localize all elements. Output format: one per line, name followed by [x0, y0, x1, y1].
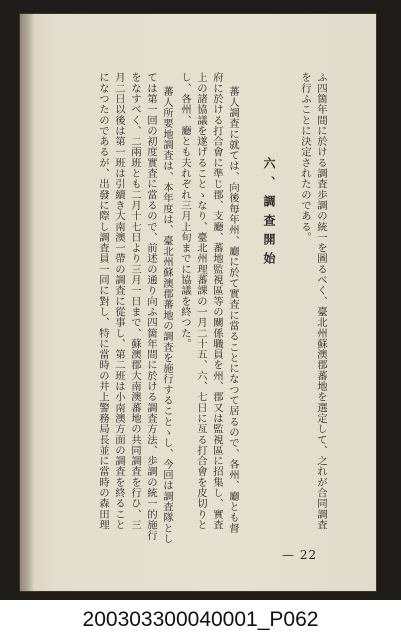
- section-heading: 六、調查開始: [262, 157, 276, 271]
- text-column-13: になつたのであるが、出發に際し調査員一同に對し、特に當時の井上警務局長並に當時の森田理: [97, 72, 109, 530]
- text-column-11: をなすべく、二兩班とも二月十七日より三月一日まで、蘇澳郡大南澳蕃地の共同調査を行ひ、三: [129, 72, 141, 530]
- page-fold-shadow: [20, 14, 34, 591]
- text-column-12: 月二日以後は第一班は引續き大南澳一帶の調査に從事し、第二班は小南澳方面の調査を終ること: [113, 72, 125, 530]
- text-column-7: 上の諸協議を遂げることゝなり、臺北州理蕃課の一月二十五、六、七日に亙る打合會を皮切りと: [195, 72, 207, 530]
- text-column-5: 蕃人調査に就ては、向後毎年州、廳に於て實査に當ることになつて居るので、各州、廳とも督: [227, 86, 239, 534]
- text-column-2: を行ふことに決定されたのである。: [299, 72, 311, 243]
- text-column-9: 蕃人所要地調査は、本年度は、臺北州蘇澳郡蕃地の調査を施行することゝし、今回は調査隊とし: [161, 86, 173, 544]
- text-column-6: 府に於ける打合會に準じ郡、支廳、蕃地監視區等の關係職員を州、郡又は監視區に招集し、實査: [211, 72, 223, 530]
- image-caption: 200303300040001_P062: [82, 608, 319, 631]
- text-column-1: ふ四箇年間に於ける調査歩調の統一を圖るべく、臺北州蘇澳郡蕃地を選定して、之れが合同調査: [315, 72, 327, 530]
- page-number: — 22: [282, 548, 318, 562]
- text-column-10: ては第一回の初度實査に當るので、前述の通り向ふ四箇年間に於ける調査方法、歩調の統一的施行: [145, 72, 157, 541]
- text-column-8: し、各州、廳とも夫れぞれ三月上旬までに協議を終つた。: [179, 72, 191, 349]
